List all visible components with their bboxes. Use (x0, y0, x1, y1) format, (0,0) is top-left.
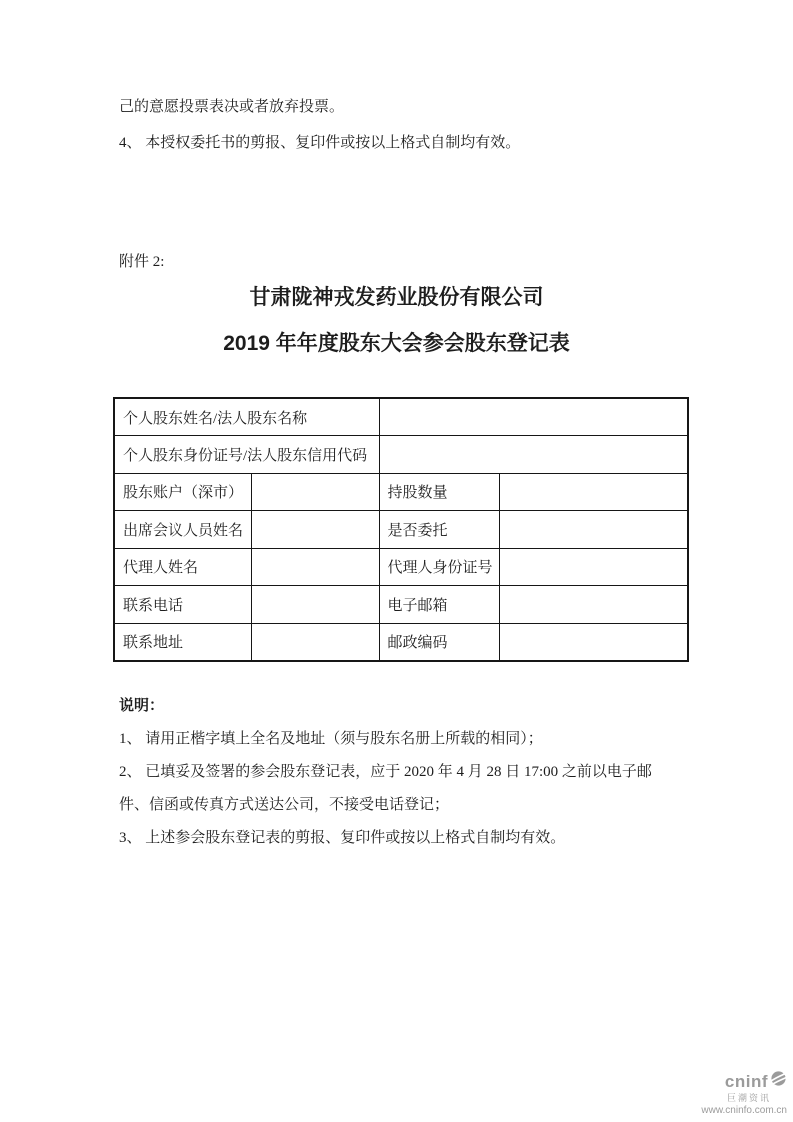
company-title: 甘肃陇神戎发药业股份有限公司 (249, 286, 544, 309)
note-item: 1、 请用正楷字填上全名及地址（须与股东名册上所载的相同）； (119, 731, 543, 747)
field-value-cell (251, 511, 379, 549)
field-value-cell (251, 473, 379, 511)
field-label-cell: 代理人姓名 (114, 548, 251, 586)
cninfo-swirl-icon (770, 1070, 787, 1092)
field-label-cell: 个人股东姓名/法人股东名称 (114, 398, 379, 436)
field-label-cell: 个人股东身份证号/法人股东信用代码 (114, 436, 379, 474)
table-row (114, 548, 688, 586)
field-label-cell: 邮政编码 (379, 623, 499, 661)
cninfo-chinese-name: 巨潮资讯 (726, 1092, 771, 1103)
field-value-cell (379, 436, 688, 474)
form-title: 2019 年年度股东大会参会股东登记表 (223, 332, 570, 355)
registration-table-body (114, 398, 688, 661)
field-value-cell (251, 623, 379, 661)
field-label-cell: 持股数量 (379, 473, 499, 511)
field-value-cell (499, 623, 688, 661)
registration-table (113, 397, 689, 662)
field-label-cell: 出席会议人员姓名 (114, 511, 251, 549)
cninfo-brand-text: cninf (724, 1071, 768, 1091)
field-label-cell: 联系电话 (114, 586, 251, 624)
field-label-cell: 联系地址 (114, 623, 251, 661)
field-label-cell: 代理人身份证号 (379, 548, 499, 586)
field-label-cell: 是否委托 (379, 511, 499, 549)
intro-line-1: 己的意愿投票表决或者放弃投票。 (119, 99, 345, 115)
field-value-cell (251, 548, 379, 586)
field-value-cell (499, 511, 688, 549)
field-value-cell (499, 473, 688, 511)
field-value-cell (379, 398, 688, 436)
notes-heading: 说明： (119, 697, 165, 714)
attachment-label: 附件 2: (119, 254, 165, 270)
table-row (114, 436, 688, 474)
field-value-cell (499, 586, 688, 624)
field-label-cell: 电子邮箱 (379, 586, 499, 624)
intro-line-2: 4、 本授权委托书的剪报、复印件或按以上格式自制均有效。 (119, 135, 521, 151)
cninfo-url: www.cninfo.com.cn (701, 1104, 787, 1116)
table-row (114, 398, 688, 436)
field-value-cell (499, 548, 688, 586)
table-row (114, 473, 688, 511)
table-row (114, 586, 688, 624)
notes-list (119, 723, 681, 855)
note-item: 3、 上述参会股东登记表的剪报、复印件或按以上格式自制均有效。 (119, 830, 566, 846)
field-label-cell: 股东账户（深市） (114, 473, 251, 511)
field-value-cell (251, 586, 379, 624)
cninfo-brand-row (725, 1070, 787, 1094)
notes-section (119, 695, 681, 855)
table-row (114, 511, 688, 549)
table-row (114, 623, 688, 661)
note-item: 2、 已填妥及签署的参会股东登记表，应于 2020 年 4 月 28 日 17:00 之前以电子邮件、信函或传真方式送达公司，不接受电话登记； (119, 764, 652, 813)
cninfo-watermark (701, 1070, 787, 1116)
